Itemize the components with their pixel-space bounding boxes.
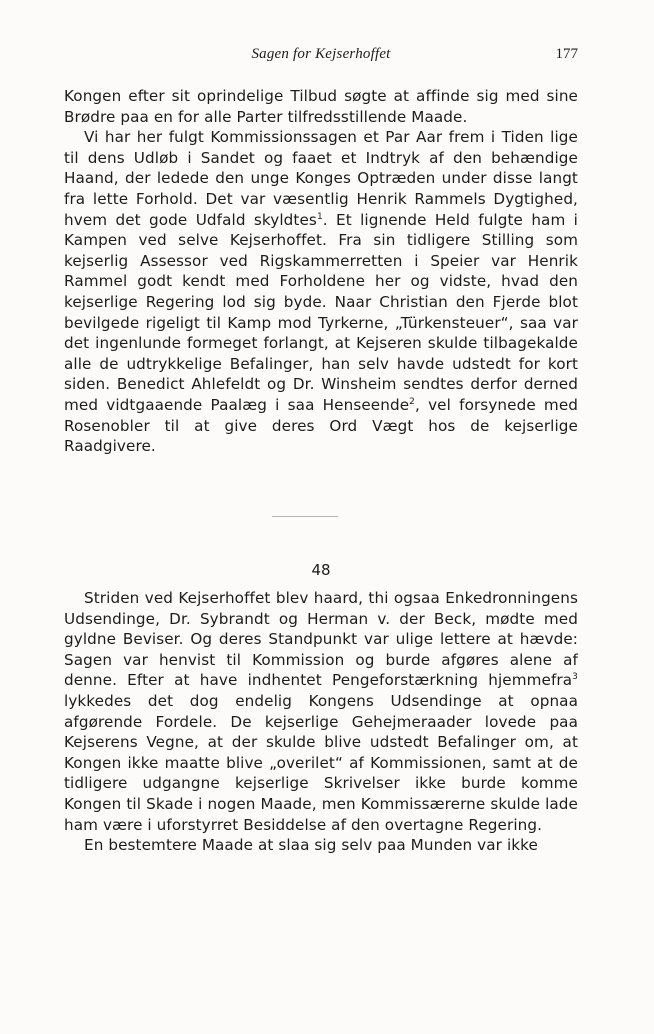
paragraph [64,588,578,835]
running-head [64,46,578,70]
paragraph [64,86,578,127]
footnote-marker: 2 [409,396,415,407]
paragraph-text: En bestemtere Maade at slaa sig selv paa Munden var ikke [84,836,538,855]
paragraph-text: Striden ved Kejserhoffet blev haard, thi ogsaa Enkedronningens Udsendinge, Dr. Sybrandt og Herman v. der Beck, mødte med gyldne Beviser. Og deres Standpunkt var ulige lettere at hævde: Sagen var henvist til Kommission og burde afgøres alene af denne. Efter at have indhentet Pengeforstærkning hjemmefra [64,589,578,690]
paragraph [64,835,578,856]
page-number: 177 [555,46,578,62]
paragraph-text: , vel forsynede med Rosenobler til at give deres Ord Vægt hos de kejserlige Raadgivere. [64,395,579,456]
paragraph-text: lykkedes det dog endelig Kongens Udsendinge at opnaa afgørende Fordele. De kejserlige Gehejmeraader lovede paa Kejserens Vegne, at der skulde blive udstedt Befalinger om, at Kongen ikke maatte blive „overilet“ af Kommissionen, samt at de tidligere udgangne kejserlige Skrivelser ikke burde komme Kongen til Skade i nogen Maade, men Kommissærerne skulde lade ham være i uforstyrret Besiddelse af den overtagne Regering. [64,691,578,834]
text-block-bottom [64,588,578,856]
running-title: Sagen for Kejserhoffet [251,46,391,62]
section-number: 48 [311,561,331,579]
section-divider [272,516,338,517]
paragraph-text: . Et lignende Held fulgte ham i Kampen ved selve Kejserhoffet. Fra sin tidligere Stilling som kejserlig Assessor ved Rigskammerretten i Speier var Henrik Rammel godt kendt med Forholdene her og vidste, hvad den kejserlige Regering lod sig byde. Naar Christian den Fjerde blot bevilgede rigeligt til Kamp mod Tyrkerne, „Türkensteuer“, saa var det ingenlunde formeget forlangt, at Kejseren skulde tilbagekalde alle de udtrykkelige Befalinger, han selv havde udstedt for kort siden. Benedict Ahlefeldt og Dr. Winsheim sendtes derfor derned med vidtgaaende Paalæg i saa Henseende [64,210,578,414]
text-block-top [64,86,578,457]
paragraph-text: Kongen efter sit oprindelige Tilbud søgte at affinde sig med sine Brødre paa en for alle Parter tilfredsstillende Maade. [64,87,578,126]
footnote-marker: 1 [316,211,323,222]
paragraph [64,127,578,457]
footnote-marker: 3 [572,672,578,683]
paragraph-text: Vi har her fulgt Kommissionssagen et Par Aar frem i Tiden lige til dens Udløb i Sandet og faaet et Indtryk af den behændige Haand, der ledede den unge Konges Optræden under disse langt fra lette Forhold. Det var væsentlig Henrik Rammels Dygtighed, hvem det gode Udfald skyldtes [64,128,578,229]
